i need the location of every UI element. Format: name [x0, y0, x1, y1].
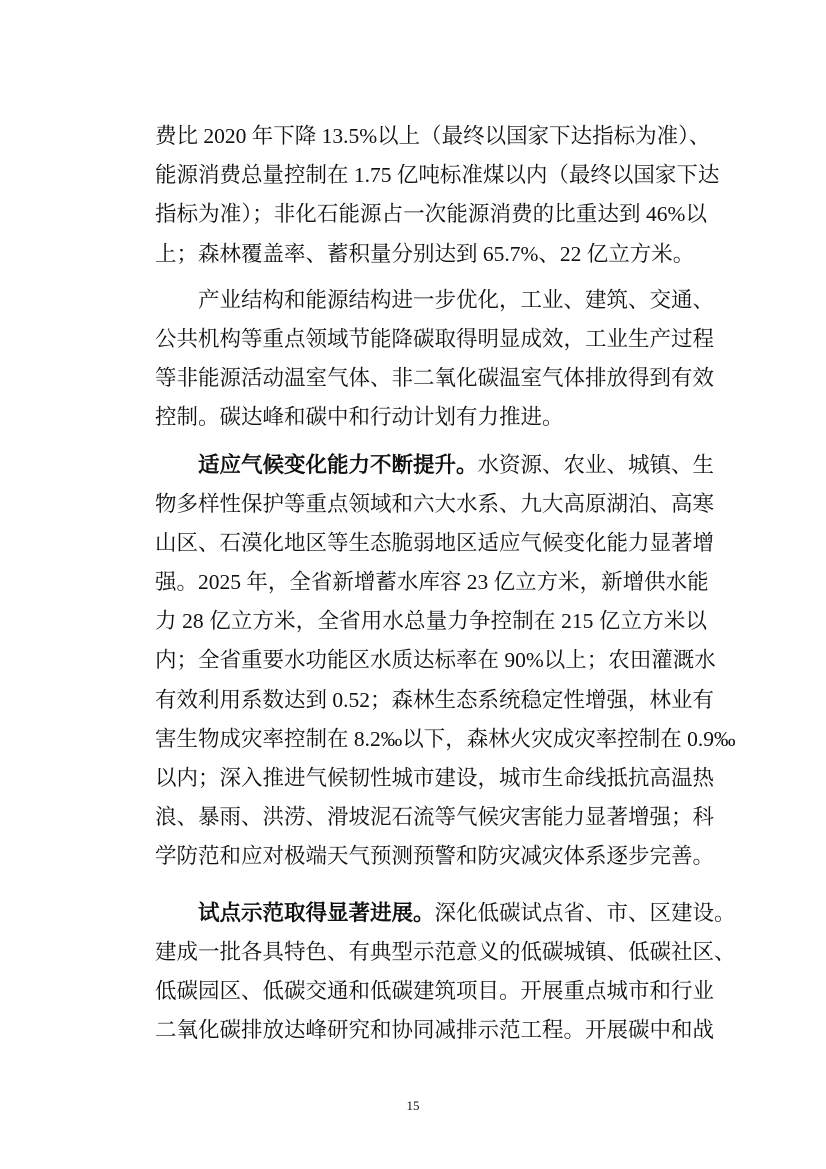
text-span: 水资源、农业、城镇、生: [477, 452, 715, 477]
text-line: 上；森林覆盖率、蓄积量分别达到 65.7%、22 亿立方米。: [155, 241, 695, 266]
text-line: 内；全省重要水功能区水质达标率在 90%以上；农田灌溉水: [155, 648, 716, 673]
text-line: [155, 894, 736, 933]
paragraph-heading: 试点示范取得显著进展。: [198, 900, 435, 925]
text-line: 山区、石漠化地区等生态脆弱地区适应气候变化能力显著增: [155, 530, 715, 555]
text-line: 建成一批各具特色、有典型示范意义的低碳城镇、低碳社区、: [155, 939, 736, 964]
text-line: 强。2025 年，全省新增蓄水库容 23 亿立方米，新增供水能: [155, 570, 709, 595]
paragraph-targets: [155, 117, 720, 274]
text-line: 能源消费总量控制在 1.75 亿吨标准煤以内（最终以国家下达: [155, 163, 720, 188]
text-line: 二氧化碳排放达峰研究和协同减排示范工程。开展碳中和战: [155, 1018, 715, 1043]
text-span: 深化低碳试点省、市、区建设。: [434, 900, 736, 925]
text-line: 等非能源活动温室气体、非二氧化碳温室气体排放得到有效: [155, 366, 715, 391]
paragraph-pilot-demonstration: [155, 894, 736, 1051]
document-body: [155, 117, 736, 1050]
text-line: 低碳园区、低碳交通和低碳建筑项目。开展重点城市和行业: [155, 978, 715, 1003]
paragraph-heading: 适应气候变化能力不断提升。: [198, 452, 478, 477]
text-line: 有效利用系数达到 0.52；森林生态系统稳定性增强，林业有: [155, 687, 715, 712]
text-line: 产业结构和能源结构进一步优化，工业、建筑、交通、: [198, 287, 715, 312]
text-line: 公共机构等重点领域节能降碳取得明显成效，工业生产过程: [155, 326, 715, 351]
paragraph-structure: [155, 281, 715, 438]
text-line: 害生物成灾率控制在 8.2‰以下，森林火灾成灾率控制在 0.9‰: [155, 726, 736, 751]
paragraph-climate-adaptation: [155, 446, 736, 877]
text-line: 力 28 亿立方米，全省用水总量力争控制在 215 亿立方米以: [155, 609, 707, 634]
text-line: 浪、暴雨、洪涝、滑坡泥石流等气候灾害能力显著增强；科: [155, 805, 715, 830]
text-line: 物多样性保护等重点领域和六大水系、九大高原湖泊、高寒: [155, 491, 715, 516]
text-line: 费比 2020 年下降 13.5%以上（最终以国家下达指标为准）、: [155, 124, 711, 148]
page-number: 15: [406, 1098, 420, 1113]
text-line: 指标为准）；非化石能源占一次能源消费的比重达到 46%以: [155, 202, 707, 227]
text-line: 学防范和应对极端天气预测预警和防灾减灾体系逐步完善。: [155, 844, 715, 869]
text-line: 以内；深入推进气候韧性城市建设，城市生命线抵抗高温热: [155, 766, 715, 790]
text-line: [155, 446, 715, 485]
text-line: 控制。碳达峰和碳中和行动计划有力推进。: [155, 405, 564, 430]
